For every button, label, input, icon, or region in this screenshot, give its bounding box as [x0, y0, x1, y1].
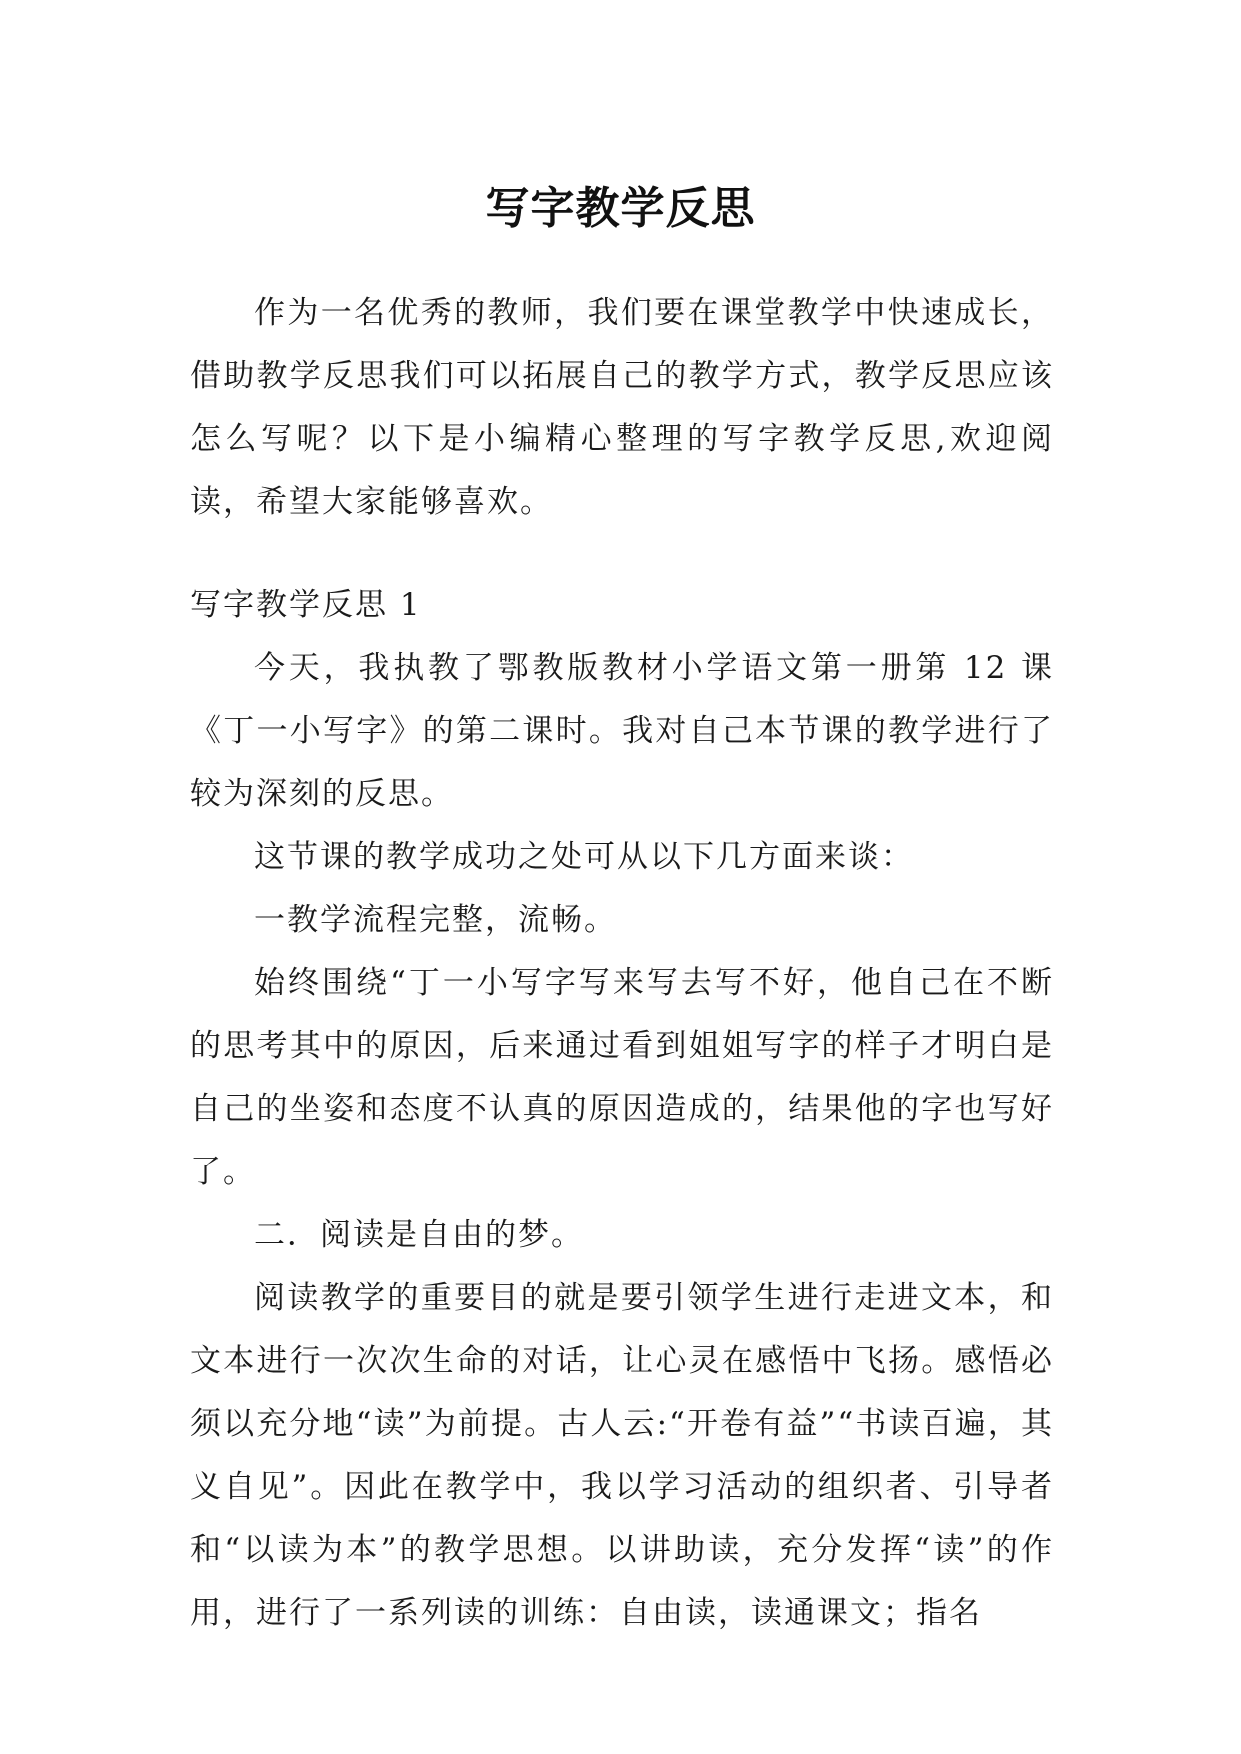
paragraph: 一教学流程完整，流畅。: [254, 902, 617, 938]
intro-block: [190, 282, 1054, 534]
paragraph: 阅读教学的重要目的就是要引领学生进行走进文本，和文本进行一次次生命的对话，让心灵在感悟中飞扬。感悟必须以充分地“读”为前提。古人云:“开卷有益”“书读百遍，其义自见”。因此在教学中，我以学习活动的组织者、引导者和“以读为本”的教学思想。以讲助读，充分发挥“读”的作用，进行了一系列读的训练：自由读，读通课文；指名: [190, 1280, 1054, 1631]
paragraph: 这节课的教学成功之处可从以下几方面来谈：: [254, 839, 914, 875]
paragraph: 今天，我执教了鄂教版教材小学语文第一册第 12 课《丁一小写字》的第二课时。我对自己本节课的教学进行了较为深刻的反思。: [190, 650, 1054, 812]
document-title: 写字教学反思: [485, 183, 756, 235]
paragraph: 始终围绕“丁一小写字写来写去写不好，他自己在不断的思考其中的原因，后来通过看到姐姐写字的样子才明白是自己的坐姿和态度不认真的原因造成的，结果他的字也写好了。: [190, 965, 1054, 1190]
intro-paragraph: 作为一名优秀的教师，我们要在课堂教学中快速成长，借助教学反思我们可以拓展自己的教学方式，教学反思应该怎么写呢？以下是小编精心整理的写字教学反思,欢迎阅读，希望大家能够喜欢。: [190, 295, 1054, 520]
paragraph: 二．阅读是自由的梦。: [254, 1217, 584, 1253]
section-1: [190, 574, 1054, 1645]
section-heading: 写字教学反思 1: [190, 587, 422, 623]
